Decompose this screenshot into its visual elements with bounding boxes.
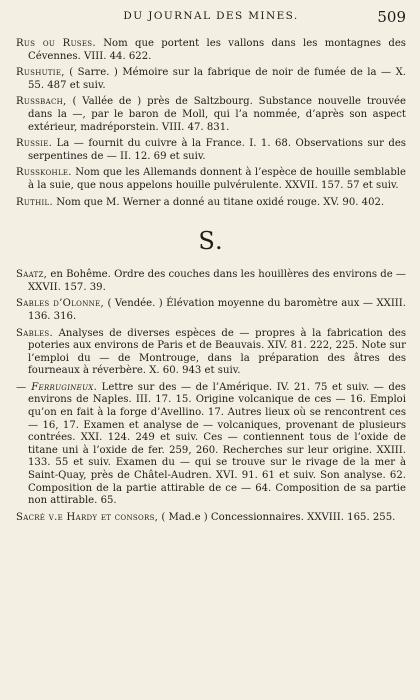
entry-text: Nom que M. Werner a donné au titane oxidé rouge. XV. 90. 402. [56, 196, 385, 208]
index-entry [16, 328, 406, 378]
entry-headword: Ruthil. [16, 196, 53, 208]
index-entry [16, 298, 406, 323]
entry-headword: Russkohle. [16, 167, 72, 179]
entry-headword: Russie. [16, 138, 53, 150]
entry-text: Analyses de diverses espèces de — propres à la fabrication des poteries aux environs de Paris et de Beauvais. XIV. 81. 222, 225. Note sur l’emploi du — de Montrouge, dans la préparation des âtres des fourneaux à réverbère. X. 60. 943 et suiv. [28, 327, 406, 377]
index-entry [16, 38, 406, 63]
entry-headword: Sables d’Olonne, [16, 298, 104, 310]
index-entry [16, 67, 406, 92]
entry-headword: Russbach, [16, 96, 67, 108]
entry-text: ( Vallée de ) près de Saltzbourg. Substance nouvelle trouvée dans la —, par le baron de Moll, qui l’a nommée, d’après son aspect extérieur, madréporstein. VIII. 47. 831. [28, 96, 406, 133]
page-number: 509 [377, 8, 406, 26]
entries-r [16, 38, 406, 209]
entry-text: La — fournit du cuivre à la France. I. 1. 68. Observations sur des serpentines de — II. 12. 69 et suiv. [28, 138, 406, 162]
index-entry [16, 382, 406, 508]
entry-headword: Sables. [16, 327, 53, 339]
entry-headword: Rus ou Ruses. [16, 38, 96, 49]
entry-text: ( Vendée. ) Élévation moyenne du baromètre aux — XXIII. 136. 316. [28, 298, 406, 322]
entry-headword: Saatz, [16, 269, 48, 281]
index-entry [16, 269, 406, 294]
entry-text: en Bohême. Ordre des couches dans les houillères des environs de — XXVII. 157. 39. [28, 269, 406, 293]
running-header [16, 8, 406, 30]
running-title: DU JOURNAL DES MINES. [123, 10, 299, 22]
section-letter-heading: S. [198, 227, 224, 256]
entry-text: ( Sarre. ) Mémoire sur la fabrique de noir de fumée de la — X. 55. 487 et suiv. [28, 67, 406, 91]
entry-text: ( Mad.e ) Concessionnaires. XXVIII. 165. 255. [161, 511, 396, 523]
index-entry [16, 512, 406, 525]
entries-s [16, 269, 406, 524]
entry-headword: Rushutie, [16, 67, 65, 79]
index-entry [16, 197, 406, 210]
entry-headword: Sacré v.e Hardy et consors, [16, 511, 159, 523]
entry-text: Nom que les Allemands donnent à l’espèce de houille semblable à la suie, que nous appelons houille pulvérulente. XXVII. 157. 57 et suiv. [28, 167, 406, 191]
entry-headword: — Ferrugineux. [16, 381, 98, 393]
index-entry [16, 138, 406, 163]
index-entry [16, 96, 406, 134]
index-entry [16, 167, 406, 192]
entry-text: Nom que portent les vallons dans les montagnes des Cévennes. VIII. 44. 622. [28, 38, 406, 62]
entry-text: Lettre sur des — de l’Amérique. IV. 21. 75 et suiv. — des environs de Naples. III. 17. 15. Origine volcanique de ces — 16. Emploi qu’on en fait à la forge d’Avellino. 17. Autres lieux où se rencontrent ces — 16, 17. Examen et analyse de — volcaniques, provenant de plusieurs contrées. XXI. 124. 249 et suiv. Ces — contiennent tous de l’oxide de titane uni à l’oxide de fer. 259, 260. Recherches sur leur origine. XXIII. 133. 55 et suiv. Examen du — qui se trouve sur le rivage de la mer à Saint-Quay, près de Châtel-Audren. XVI. 91. 61 et suiv. Son analyse. 62. Composition de la partie attirable de ce — 64. Composition de sa partie non attirable. 65. [28, 381, 406, 507]
